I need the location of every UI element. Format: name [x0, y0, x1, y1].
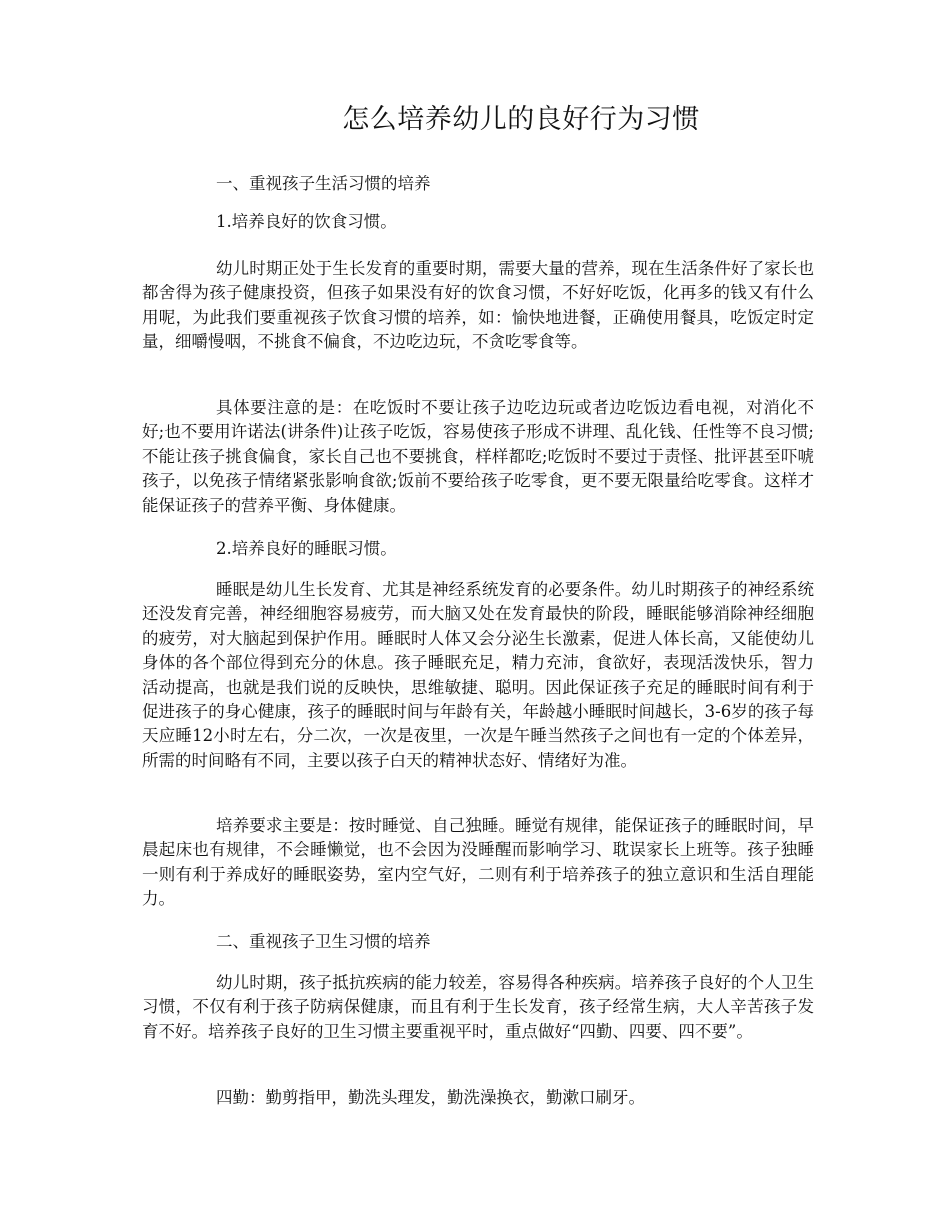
paragraph-1: 幼儿时期正处于生长发育的重要时期，需要大量的营养，现在生活条件好了家长也都舍得为孩子健康投资，但孩子如果没有好的饮食习惯，不好好吃饭，化再多的钱又有什么用呢，为此我们要重视孩子饮食习惯的培养，如：愉快地进餐，正确使用餐具，吃饭定时定量，细嚼慢咽，不挑食不偏食，不边吃边玩，不贪吃零食等。	[142, 259, 814, 352]
document-title: 怎么培养幼儿的良好行为习惯	[342, 104, 700, 135]
paragraph-3: 睡眠是幼儿生长发育、尤其是神经系统发育的必要条件。幼儿时期孩子的神经系统还没发育完善，神经细胞容易疲劳，而大脑又处在发育最快的阶段，睡眠能够消除神经细胞的疲劳，对大脑起到保护作用。睡眠时人体又会分泌生长激素，促进人体长高，又能使幼儿身体的各个部位得到充分的休息。孩子睡眠充足，精力充沛，食欲好，表现活泼快乐，智力活动提高，也就是我们说的反映快，思维敏捷、聪明。因此保证孩子充足的睡眠时间有利于促进孩子的身心健康，孩子的睡眠时间与年龄有关，年龄越小睡眠时间越长，3-6岁的孩子每天应睡12小时左右，分二次，一次是夜里，一次是午睡当然孩子之间也有一定的个体差异，所需的时间略有不同，主要以孩子白天的精神状态好、情绪好为准。	[142, 580, 814, 770]
subsection-heading-1: 1.培养良好的饮食习惯。	[216, 212, 397, 231]
paragraph-4: 培养要求主要是：按时睡觉、自己独睡。睡觉有规律，能保证孩子的睡眠时间，早晨起床也有规律，不会睡懒觉，也不会因为没睡醒而影响学习、耽误家长上班等。孩子独睡一则有利于养成好的睡眠姿势，室内空气好，二则有利于培养孩子的独立意识和生活自理能力。	[142, 816, 814, 909]
paragraph-5: 幼儿时期，孩子抵抗疾病的能力较差，容易得各种疾病。培养孩子良好的个人卫生习惯，不仅有利于孩子防病保健康，而且有利于生长发育，孩子经常生病，大人辛苦孩子发育不好。培养孩子良好的卫生习惯主要重视平时，重点做好“四勤、四要、四不要”。	[142, 973, 814, 1041]
subsection-heading-2: 2.培养良好的睡眠习惯。	[216, 539, 397, 558]
paragraph-2: 具体要注意的是：在吃饭时不要让孩子边吃边玩或者边吃饭边看电视，对消化不好;也不要用许诺法(讲条件)让孩子吃饭，容易使孩子形成不讲理、乱化钱、任性等不良习惯;不能让孩子挑食偏食，家长自己也不要挑食，样样都吃;吃饭时不要过于责怪、批评甚至吓唬孩子，以免孩子情绪紧张影响食欲;饭前不要给孩子吃零食，更不要无限量给吃零食。这样才能保证孩子的营养平衡、身体健康。	[142, 398, 814, 515]
paragraph-6: 四勤：勤剪指甲，勤洗头理发，勤洗澡换衣，勤漱口刷牙。	[216, 1088, 645, 1107]
section-heading-1: 一、重视孩子生活习惯的培养	[216, 174, 431, 193]
section-heading-2: 二、重视孩子卫生习惯的培养	[216, 932, 431, 951]
